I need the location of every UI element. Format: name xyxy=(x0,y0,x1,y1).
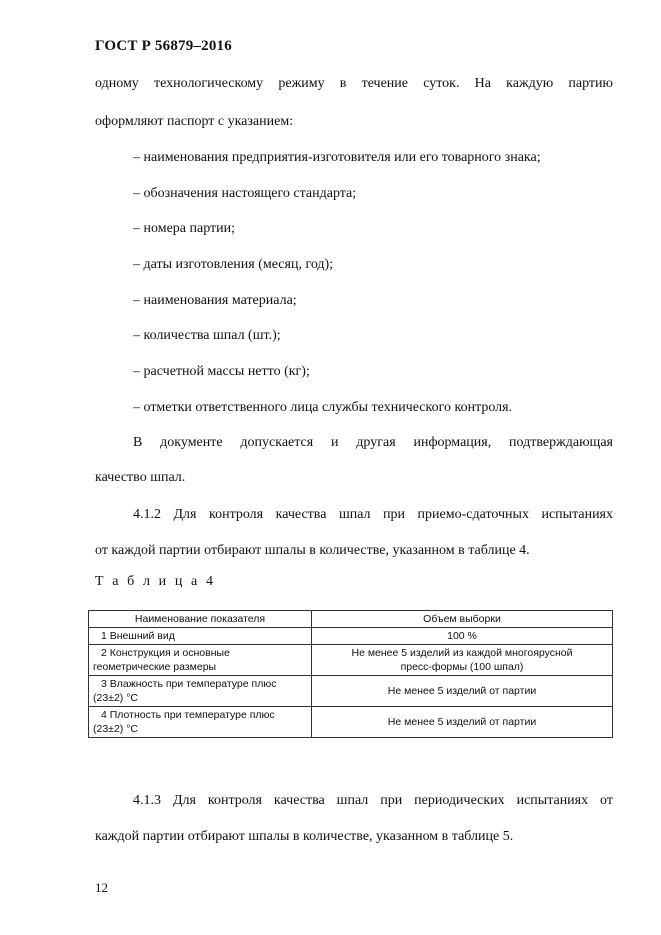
table-row xyxy=(89,676,613,707)
indicator-name-cont: (23±2) °С xyxy=(93,692,138,704)
sample-cell xyxy=(312,645,613,676)
indicator-name: 3 Влажность при температуре плюс xyxy=(101,678,277,690)
list-item: – номера партии; xyxy=(133,221,236,236)
indicator-name: 4 Плотность при температуре плюс xyxy=(101,709,275,721)
indicator-cell xyxy=(89,707,312,738)
list-item: – даты изготовления (месяц, год); xyxy=(133,257,334,272)
intro-line-1: одному технологическому режиму в течение суток. На каждую партию xyxy=(95,76,613,91)
indicator-name: 1 Внешний вид xyxy=(101,630,175,642)
doc-info-line-2: качество шпал. xyxy=(95,470,186,485)
table-row xyxy=(89,645,613,676)
column-header: Наименование показателя xyxy=(89,611,312,628)
indicator-name-cont: (23±2) °С xyxy=(93,723,138,735)
sample-value: Не менее 5 изделий из каждой многоярусной xyxy=(351,647,573,659)
table-row xyxy=(89,628,613,645)
clause-413-line-1: 4.1.3 Для контроля качества шпал при периодических испытаниях от xyxy=(133,793,613,808)
clause-413-line-2: каждой партии отбирают шпалы в количестве, указанном в таблице 5. xyxy=(95,829,514,844)
sample-value: 100 % xyxy=(447,630,477,642)
table-row xyxy=(89,707,613,738)
sample-cell xyxy=(312,707,613,738)
table-header-row xyxy=(89,611,613,628)
table-caption: Т а б л и ц а 4 xyxy=(95,574,216,589)
indicator-name: 2 Конструкция и основные xyxy=(101,647,230,659)
list-item: – обозначения настоящего стандарта; xyxy=(133,186,357,201)
list-item: – наименования предприятия-изготовителя или его товарного знака; xyxy=(133,150,541,165)
sample-cell xyxy=(312,676,613,707)
list-item: – количества шпал (шт.); xyxy=(133,328,281,343)
clause-412-line-1: 4.1.2 Для контроля качества шпал при приемо-сдаточных испытаниях xyxy=(133,507,613,522)
column-header: Объем выборки xyxy=(312,611,613,628)
indicator-cell xyxy=(89,628,312,645)
sample-size-table xyxy=(88,610,613,738)
doc-info-line-1: В документе допускается и другая информация, подтверждающая xyxy=(133,435,613,450)
intro-line-2: оформляют паспорт с указанием: xyxy=(95,114,294,129)
sample-cell xyxy=(312,628,613,645)
indicator-cell xyxy=(89,645,312,676)
page-number: 12 xyxy=(95,880,108,895)
sample-value-cont: пресс-формы (100 шпал) xyxy=(400,661,524,673)
indicator-cell xyxy=(89,676,312,707)
indicator-name-cont: геометрические размеры xyxy=(93,661,217,673)
list-item: – отметки ответственного лица службы технического контроля. xyxy=(133,400,513,415)
clause-412-line-2: от каждой партии отбирают шпалы в количестве, указанном в таблице 4. xyxy=(95,543,530,558)
list-item: – наименования материала; xyxy=(133,293,297,308)
list-item: – расчетной массы нетто (кг); xyxy=(133,364,310,379)
sample-value: Не менее 5 изделий от партии xyxy=(387,685,537,697)
sample-value: Не менее 5 изделий от партии xyxy=(387,716,537,728)
standard-title: ГОСТ Р 56879–2016 xyxy=(95,38,232,54)
